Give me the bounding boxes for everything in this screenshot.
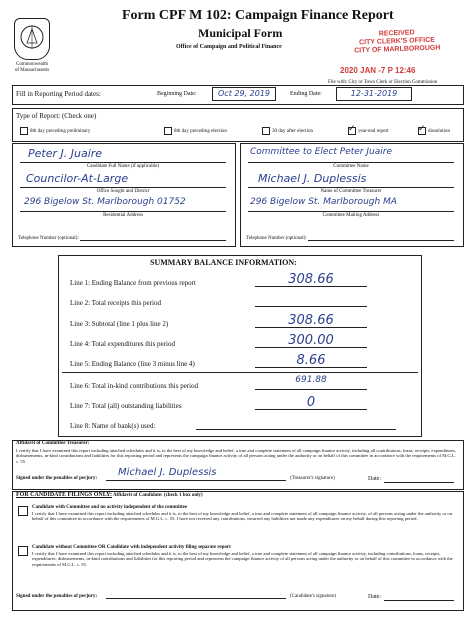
candidate-option-2-text: I certify that I have examined this report including attached schedules and it is, to the best of my knowledge and belief, a true and complete statement of all campaign finance activity, including contributions, loans, receipts, expenditures, disbursements, in-kind contributions and liabilities for this reporting period and represents the campaign finance activity of all persons acting under the authority or on behalf of this committee in accordance with the requirements of M.G.L. c. 55. bbox=[32, 551, 453, 567]
checkbox[interactable] bbox=[20, 127, 28, 135]
committee-phone-label: Telephone Number (optional): bbox=[246, 236, 307, 241]
candidate-signed-label: Signed under the penalties of perjury: bbox=[16, 594, 98, 599]
candidate-option-1-text: I certify that I have examined this report including attached schedules and it is, to the best of my knowledge and belief, a true and complete statement of all campaign finance activity, of all persons acting under the authority or on behalf of this committee in accordance with the requirements of M.G.L. c. 55. I have not received any contributions, incurred any liabilities nor made any expenditures on my behalf during this reporting period. bbox=[32, 511, 453, 522]
office-name: Office of Campaign and Political Finance bbox=[176, 44, 282, 50]
summary-line-1-value[interactable]: 308.66 bbox=[255, 272, 367, 287]
summary-line-6-value[interactable]: 691.88 bbox=[255, 375, 367, 390]
report-type-label: Type of Report: (Check one) bbox=[16, 112, 97, 120]
office-sought-label: Office Sought and District bbox=[96, 189, 150, 194]
summary-line-2-value[interactable] bbox=[255, 292, 367, 307]
committee-box bbox=[240, 143, 464, 247]
residential-address-value: 296 Bigelow St. Marlborough 01752 bbox=[24, 197, 186, 207]
received-stamp: RECEIVED CITY CLERK'S OFFICE CITY OF MARLBOROUGH bbox=[354, 29, 441, 55]
checkbox[interactable] bbox=[164, 127, 172, 135]
summary-line-4-value[interactable]: 300.00 bbox=[255, 333, 367, 348]
beginning-date-field[interactable]: Oct 29, 2019 bbox=[212, 87, 276, 101]
office-sought-value: Councilor-At-Large bbox=[26, 172, 129, 185]
form-title: Form CPF M 102: Campaign Finance Report bbox=[122, 8, 394, 23]
treasurer-name-label: Name of Committee Treasurer bbox=[320, 189, 382, 194]
treasurer-signed-label: Signed under the penalties of perjury: bbox=[16, 476, 98, 481]
summary-line-8-label: Line 8: Name of bank(s) used: bbox=[70, 422, 156, 430]
checkbox[interactable] bbox=[262, 127, 270, 135]
committee-name-label: Committee Name bbox=[333, 164, 369, 169]
report-option-4[interactable]: ✓ year-end report bbox=[348, 127, 389, 135]
candidate-date-label: Date: bbox=[368, 594, 381, 600]
candidate-filings-title: FOR CANDIDATE FILINGS ONLY: Affidavit of Candidate: (check 1 box only) bbox=[16, 492, 203, 498]
summary-line-5-label: Line 5: Ending Balance (line 3 minus line 4) bbox=[70, 360, 195, 368]
report-option-2[interactable]: 8th day preceding election bbox=[164, 127, 227, 135]
treasurer-affidavit-text: I certify that I have examined this report including attached schedules and it is, to the best of my knowledge and belief, a true and complete statement of all campaign finance activity, including all contributions, loans, receipts, expenditures, disbursements, in-kind contributions and liabilities for this reporting period and represents the campaign finance activity of all persons acting under the authority or on behalf of this committee in accordance with the requirements of M.G.L. c. 55. bbox=[16, 448, 457, 464]
report-option-5[interactable]: ✓ dissolution bbox=[418, 127, 450, 135]
ending-date-label: Ending Date: bbox=[290, 91, 322, 97]
committee-address-label: Committee Mailing Address bbox=[322, 213, 380, 218]
ending-date-field[interactable]: 12-31-2019 bbox=[336, 87, 412, 101]
summary-line-6-label: Line 6: Total in-kind contributions this period bbox=[70, 382, 199, 390]
summary-title: SUMMARY BALANCE INFORMATION: bbox=[150, 258, 297, 267]
committee-address-value: 296 Bigelow St. Marlborough MA bbox=[250, 197, 397, 207]
seal-icon bbox=[15, 19, 49, 59]
treasurer-name-value: Michael J. Duplessis bbox=[258, 172, 367, 185]
treasurer-sig-caption: (Treasurer's signature) bbox=[290, 476, 335, 481]
period-label: Fill in Reporting Period dates: bbox=[16, 90, 101, 98]
treasurer-signature: Michael J. Duplessis bbox=[118, 467, 217, 478]
summary-line-4-label: Line 4: Total expenditures this period bbox=[70, 340, 175, 348]
seal-caption: Commonwealth of Massachusetts bbox=[14, 62, 50, 73]
summary-line-3-label: Line 3: Subtotal (line 1 plus line 2) bbox=[70, 320, 169, 328]
form-subtitle: Municipal Form bbox=[198, 26, 283, 40]
candidate-option-1-title: Candidate with Committee and no activity independent of the committee bbox=[32, 505, 188, 510]
candidate-option-2-title: Candidate without Committee OR Candidate with independent activity filing separate report bbox=[32, 545, 231, 550]
checkbox-checked[interactable] bbox=[418, 127, 426, 135]
summary-line-5-value[interactable]: 8.66 bbox=[255, 353, 367, 368]
summary-line-1-label: Line 1: Ending Balance from previous report bbox=[70, 279, 196, 287]
file-with-note: File with: City or Town Clerk or Election Commission bbox=[328, 80, 438, 85]
residential-address-label: Residential Address bbox=[103, 213, 143, 218]
report-option-3[interactable]: 30 day after election bbox=[262, 127, 313, 135]
candidate-option-2-checkbox[interactable] bbox=[18, 546, 28, 556]
candidate-phone-label: Telephone Number (optional): bbox=[18, 236, 79, 241]
summary-line-7-value[interactable]: 0 bbox=[255, 395, 367, 410]
state-seal bbox=[14, 18, 50, 60]
checkbox-checked[interactable] bbox=[348, 127, 356, 135]
stamp-date: 2020 JAN -7 P 12:46 bbox=[340, 66, 416, 75]
report-option-1[interactable]: 8th day preceding preliminary bbox=[20, 127, 90, 135]
candidate-sig-caption: (Candidate's signature) bbox=[290, 594, 337, 599]
beginning-date-label: Beginning Date: bbox=[157, 91, 197, 97]
candidate-option-1-checkbox[interactable] bbox=[18, 506, 28, 516]
candidate-name-value: Peter J. Juaire bbox=[28, 147, 103, 160]
summary-line-2-label: Line 2: Total receipts this period bbox=[70, 299, 161, 307]
treasurer-affidavit-title: Affidavit of Committee Treasurer: bbox=[16, 441, 90, 446]
candidate-name-label: Candidate Full Name (if applicable) bbox=[86, 164, 160, 169]
committee-name-value: Committee to Elect Peter Juaire bbox=[250, 147, 392, 157]
summary-line-7-label: Line 7: Total (all) outstanding liabilities bbox=[70, 402, 182, 410]
summary-line-3-value[interactable]: 308.66 bbox=[255, 313, 367, 328]
treasurer-date-label: Date: bbox=[368, 476, 381, 482]
